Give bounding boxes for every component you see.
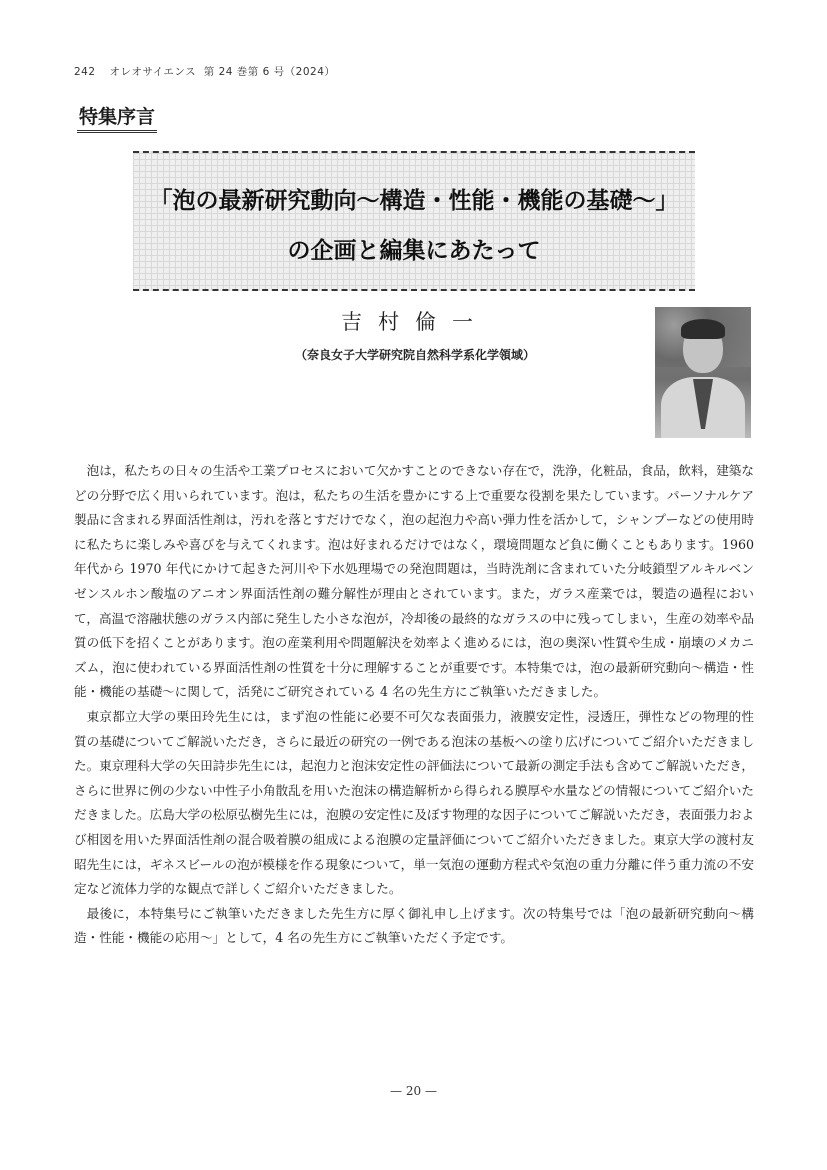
- body-paragraph-2: 東京都立大学の栗田玲先生には，まず泡の性能に必要不可欠な表面張力，液膜安定性，浸透圧，弾性などの物理的性質の基礎についてご解説いただき，さらに最近の研究の一例である泡沫の基板への塗り広げについてご紹介いただきました。東京理科大学の矢田詩歩先生には，起泡力と泡沫安定性の評価法について最新の測定手法も含めてご解説いただき，さらに世界に例の少ない中性子小角散乱を用いた泡沫の構造解析から得られる膜厚や水量などの情報についてご紹介いただきました。広島大学の松原弘樹先生には，泡膜の安定性に及ぼす物理的な因子についてご解説いただき，表面張力および相図を用いた界面活性剤の混合吸着膜の組成による泡膜の定量評価についてご紹介いただきました。東京大学の渡村友昭先生には，ギネスビールの泡が模様を作る現象について，単一気泡の運動方程式や気泡の重力分離に伴う重力流の不安定など流体力学的な観点で詳しくご紹介いただきました。: [74, 708, 754, 897]
- author-name: 吉村倫一: [341, 310, 489, 334]
- header-page-number: 242: [74, 66, 96, 78]
- running-header: [74, 64, 335, 79]
- author-portrait: [655, 307, 751, 438]
- section-label: 特集序言: [77, 104, 157, 133]
- article-title-line-1: 「泡の最新研究動向～構造・性能・機能の基礎～」: [149, 188, 679, 214]
- article-title-line-2: の企画と編集にあたって: [287, 238, 541, 264]
- author-affiliation: （奈良女子大学研究院自然科学系化学領域）: [294, 348, 535, 362]
- body-paragraph-3: 最後に，本特集号にご執筆いただきました先生方に厚く御礼申し上げます。次の特集号では「泡の最新研究動向～構造・性能・機能の応用～」として，4 名の先生方にご執筆いただく予定です。: [74, 905, 754, 946]
- article-body: [74, 459, 754, 951]
- body-paragraph-1: 泡は，私たちの日々の生活や工業プロセスにおいて欠かすことのできない存在で，洗浄，化粧品，食品，飲料，建築などの分野で広く用いられています。泡は，私たちの生活を豊かにする上で重要な役割を果たしています。パーソナルケア製品に含まれる界面活性剤は，汚れを落とすだけでなく，泡の起泡力や高い弾力性を活かして，シャンプーなどの使用時に私たちに楽しみや喜びを与えてくれます。泡は好まれるだけではなく，環境問題など負に働くこともあります。1960 年代から 1970 年代にかけて起きた河川や下水処理場での発泡問題は，当時洗剤に含まれていた分岐鎖型アルキルベンゼンスルホン酸塩のアニオン界面活性剤の難分解性が理由とされています。また，ガラス産業では，製造の過程において，高温で溶融状態のガラス内部に発生した小さな泡が，冷却後の最終的なガラスの中に残ってしまい，生産の効率や品質の低下を招くことがあります。泡の産業利用や問題解決を効率よく進めるには，泡の奥深い性質や生成・崩壊のメカニズム，泡に使われている界面活性剤の性質を十分に理解することが重要です。本特集では，泡の最新研究動向～構造・性能・機能の基礎～に関して，活発にご研究されている 4 名の先生方にご執筆いただきました。: [74, 463, 754, 700]
- title-box: [133, 151, 695, 291]
- header-journal-name: オレオサイエンス: [109, 66, 197, 78]
- footer-page-number: — 20 —: [390, 1084, 437, 1098]
- header-issue: 第 24 巻第 6 号（2024）: [203, 66, 336, 78]
